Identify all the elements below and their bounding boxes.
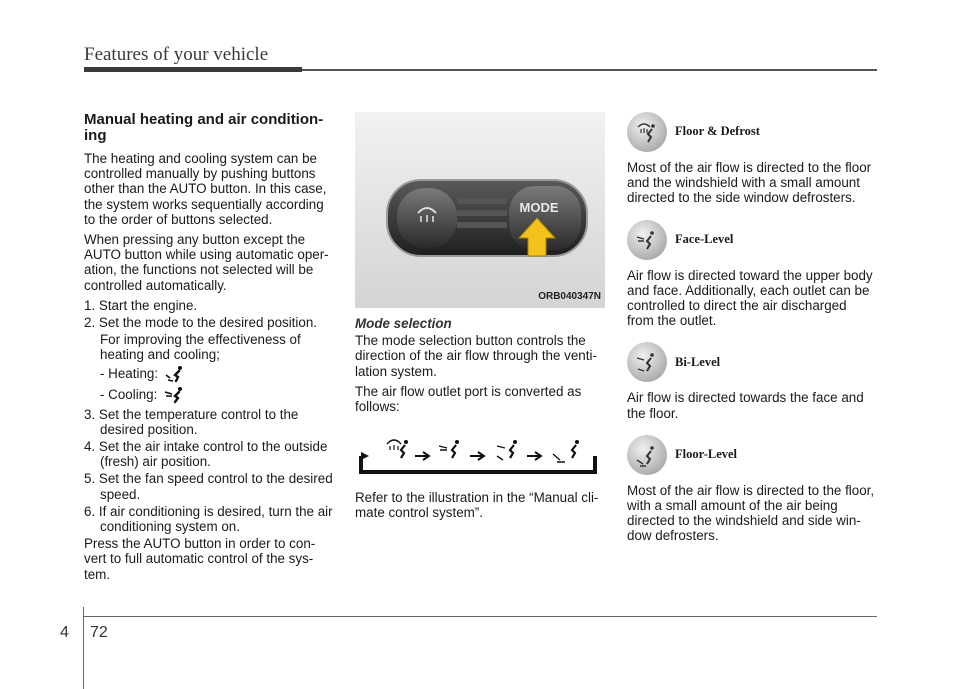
mode-label: Floor & Defrost — [675, 124, 760, 139]
mode-description: Most of the air flow is directed to the floor and the windshield with a small amount directed to the side window defrosters. — [627, 160, 872, 206]
header-rule — [302, 69, 877, 71]
mode-panel-illustration — [355, 112, 605, 308]
column-manual-heating — [84, 112, 334, 587]
face-level-icon — [439, 440, 459, 458]
mode-description: Most of the air flow is directed to the floor, with a small amount of the air being directed to the windshield and side win-dow defrosters. — [627, 482, 875, 544]
floor-defrost-icon — [627, 112, 667, 152]
floor-defrost-icon — [387, 440, 408, 458]
mode-bi-level — [627, 342, 877, 420]
paragraph: When pressing any button except the AUTO button while using automatic oper-ation, the functions not selected will be controlled automatically. — [84, 232, 329, 293]
mode-description: Air flow is directed towards the face and the floor. — [627, 390, 864, 421]
mode-floor-level — [627, 435, 877, 544]
mode-head — [627, 112, 877, 152]
mode-label: Face-Level — [675, 232, 734, 246]
chapter-number: 4 — [60, 624, 69, 641]
paragraph: The air flow outlet port is converted as follows: — [355, 383, 582, 415]
column-mode-selection — [355, 112, 605, 526]
floor-level-icon — [627, 435, 667, 475]
header-title: Features of your vehicle — [84, 44, 269, 65]
step-5: 5. Set the fan speed control to the desired speed. — [84, 471, 333, 502]
mode-label: Floor-Level — [675, 447, 738, 462]
step-1: 1. Start the engine. — [84, 297, 198, 313]
face-vent-icon — [163, 386, 185, 404]
mode-head — [627, 342, 877, 382]
heating-row — [100, 365, 334, 383]
paragraph: The mode selection button controls the direction of the air flow through the venti-lation system. — [355, 333, 597, 379]
page-number — [60, 624, 108, 642]
floor-vent-icon — [164, 365, 186, 383]
heating-label: - Heating: — [100, 366, 159, 382]
step-2-note: For improving the effectiveness of heating and cooling; — [100, 332, 301, 363]
footer-rule — [84, 616, 877, 617]
footer-rule-vertical — [83, 607, 84, 689]
mode-button-photo — [355, 112, 605, 308]
mode-sequence-strip — [355, 428, 600, 476]
mode-sequence-illustration — [355, 428, 600, 476]
column-mode-descriptions — [627, 112, 877, 558]
mode-button-label: MODE — [519, 200, 559, 215]
cooling-row — [100, 386, 334, 404]
mode-head — [627, 220, 877, 260]
mode-face-level — [627, 220, 877, 329]
mode-description: Air flow is directed toward the upper body and face. Additionally, each outlet can be controlled to direct the air discharged from the outlet. — [627, 267, 873, 329]
floor-level-icon — [553, 440, 579, 462]
paragraph: Refer to the illustration in the “Manual cli-mate control system”. — [355, 490, 599, 521]
header-rule-dark — [84, 67, 302, 72]
step-2: 2. Set the mode to the desired position. — [84, 315, 317, 331]
mode-selection-title: Mode selection — [355, 316, 452, 331]
section-title: Manual heating and air condition-ing — [84, 111, 324, 144]
paragraph: The heating and cooling system can be controlled manually by pushing buttons other than the AUTO button. In this case, the system works sequentially according to the order of buttons selected. — [84, 151, 327, 227]
step-3: 3. Set the temperature control to the desired position. — [84, 406, 299, 437]
photo-caption: ORB040347N — [538, 290, 601, 302]
step-4: 4. Set the air intake control to the outside (fresh) air position. — [84, 439, 328, 470]
page-number-value: 72 — [90, 624, 108, 641]
step-6: 6. If air conditioning is desired, turn the air conditioning system on. — [84, 503, 333, 535]
bi-level-icon — [497, 440, 517, 460]
cooling-label: - Cooling: — [100, 387, 158, 403]
face-level-icon — [627, 220, 667, 260]
mode-floor-defrost — [627, 112, 877, 206]
mode-head — [627, 435, 877, 475]
mode-label: Bi-Level — [675, 354, 721, 369]
bi-level-icon — [627, 342, 667, 382]
paragraph: Press the AUTO button in order to con-vert to full automatic control of the sys-tem. — [84, 536, 316, 582]
